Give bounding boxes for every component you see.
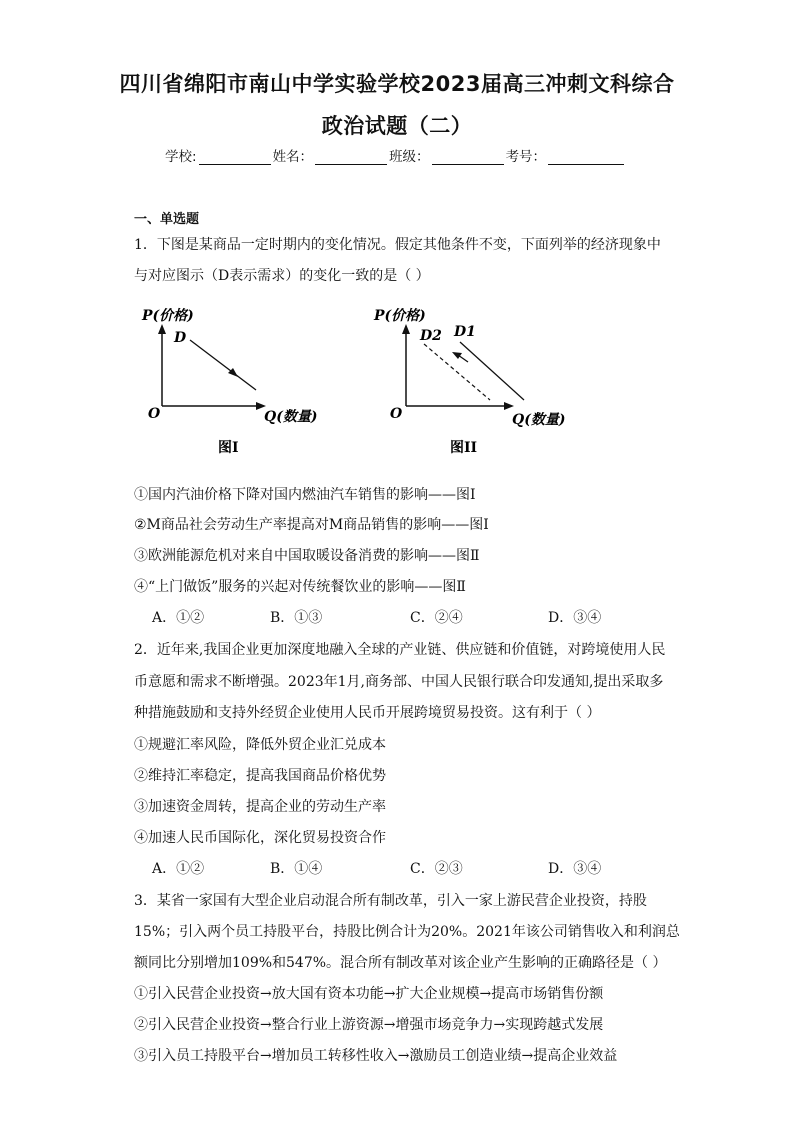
section-heading: 一、单选题 xyxy=(134,212,200,227)
name-field[interactable] xyxy=(315,149,387,165)
fig2-origin-label: O xyxy=(390,406,403,422)
fig1-curve-label: D xyxy=(174,330,187,346)
school-field[interactable] xyxy=(199,149,271,165)
q2-option-c[interactable]: C．②③ xyxy=(410,861,463,877)
school-label: 学校: xyxy=(165,149,197,165)
q3-stem-line2: 15%；引入两个员工持股平台，持股比例合计为20%。2021年该公司销售收入和利润总 xyxy=(134,924,680,940)
fig1-y-axis-label: P(价格) xyxy=(142,308,194,324)
fig2-demand-curve-d1 xyxy=(460,342,524,400)
q2-item-4: ④加速人民币国际化，深化贸易投资合作 xyxy=(134,830,386,846)
q3-item-3: ③引入员工持股平台→增加员工转移性收入→激励员工创造业绩→提高企业效益 xyxy=(134,1048,618,1064)
q1-item-2: ②M商品社会劳动生产率提高对M商品销售的影响——图I xyxy=(134,517,489,533)
q1-option-b[interactable]: B．①③ xyxy=(270,610,323,626)
fig1-x-axis-label: Q(数量) xyxy=(264,409,318,425)
fig2-caption: 图II xyxy=(450,440,478,456)
demand-figure-1 xyxy=(138,300,338,462)
fig2-x-arrow-icon xyxy=(504,402,514,410)
q1-option-d[interactable]: D．③④ xyxy=(548,610,602,626)
fig2-demand-curve-d2 xyxy=(424,344,490,400)
class-label: 班级： xyxy=(389,149,430,165)
q2-item-3: ③加速资金周转，提高企业的劳动生产率 xyxy=(134,799,386,815)
q1-item-1: ①国内汽油价格下降对国内燃油汽车销售的影响——图I xyxy=(134,487,476,503)
fig1-y-arrow-icon xyxy=(158,324,166,334)
exam-title-line2: 政治试题（二） xyxy=(321,114,473,138)
fig1-caption: 图I xyxy=(218,440,239,456)
q2-item-2: ②维持汇率稳定，提高我国商品价格优势 xyxy=(134,768,386,784)
q1-option-a[interactable]: A．①② xyxy=(152,610,205,626)
fig2-curve-d2-label: D2 xyxy=(420,328,442,344)
q2-item-1: ①规避汇率风险，降低外贸企业汇兑成本 xyxy=(134,737,386,753)
fig1-origin-label: O xyxy=(148,406,161,422)
fig1-demand-curve xyxy=(190,340,256,390)
fig2-y-arrow-icon xyxy=(402,324,410,334)
fig2-curve-d1-label: D1 xyxy=(454,324,476,340)
name-label: 姓名： xyxy=(272,149,314,165)
exam-title-line1: 四川省绵阳市南山中学实验学校2023届高三冲刺文科综合 xyxy=(119,72,675,96)
fig2-y-axis-label: P(价格) xyxy=(374,308,426,324)
q2-stem-line3: 种措施鼓励和支持外经贸企业使用人民币开展跨境贸易投资。这有利于（ ） xyxy=(134,705,601,721)
q2-option-a[interactable]: A．①② xyxy=(152,861,205,877)
number-label: 考号： xyxy=(505,149,547,165)
q2-stem-line1: 2．近年来,我国企业更加深度地融入全球的产业链、供应链和价值链，对跨境使用人民 xyxy=(134,642,666,658)
fig2-x-axis-label: Q(数量) xyxy=(512,412,566,428)
q2-option-b[interactable]: B．①④ xyxy=(270,861,323,877)
q2-stem-line2: 币意愿和需求不断增强。2023年1月,商务部、中国人民银行联合印发通知,提出采取多 xyxy=(134,674,664,690)
student-info-line xyxy=(165,145,626,165)
q1-item-3: ③欧洲能源危机对来自中国取暖设备消费的影响——图Ⅱ xyxy=(134,548,480,564)
class-field[interactable] xyxy=(432,149,504,165)
q3-item-1: ①引入民营企业投资→放大国有资本功能→扩大企业规模→提高市场销售份额 xyxy=(134,986,604,1002)
q1-item-4: ④“上门做饭”服务的兴起对传统餐饮业的影响——图Ⅱ xyxy=(134,579,466,595)
q3-stem-line1: 3．某省一家国有大型企业启动混合所有制改革，引入一家上游民营企业投资，持股 xyxy=(134,893,647,909)
q1-stem-line2: 与对应图示（D表示需求）的变化一致的是（ ） xyxy=(134,268,430,284)
q3-item-2: ②引入民营企业投资→整合行业上游资源→增强市场竞争力→实现跨越式发展 xyxy=(134,1017,604,1033)
fig2-shift-arrow-icon xyxy=(452,352,462,359)
q1-stem-line1: 1．下图是某商品一定时期内的变化情况。假定其他条件不变，下面列举的经济现象中 xyxy=(134,237,661,253)
demand-figure-2 xyxy=(370,300,580,462)
number-field[interactable] xyxy=(548,149,624,165)
q2-option-d[interactable]: D．③④ xyxy=(548,861,602,877)
q3-stem-line3: 额同比分别增加109%和547%。混合所有制改革对该企业产生影响的正确路径是（ ） xyxy=(134,955,667,971)
q1-option-c[interactable]: C．②④ xyxy=(410,610,463,626)
